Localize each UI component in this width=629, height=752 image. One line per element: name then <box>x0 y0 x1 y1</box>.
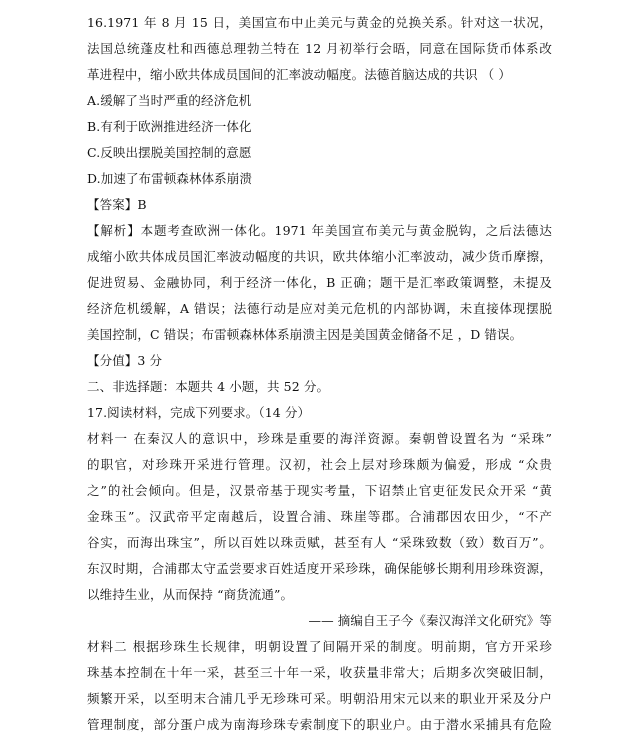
q16-stem-line-2: 法国总统蓬皮杜和西德总理勃兰特在 12 月初举行会晤，同意在国际货币体系改 <box>87 41 552 56</box>
q16-analysis-line-2: 成缩小欧共体成员国汇率波动幅度的共识，欧共体缩小汇率波动，减少货币摩擦， <box>87 249 552 264</box>
q16-stem-line-1: 16.1971 年 8 月 15 日，美国宣布中止美元与黄金的兑换关系。针对这一状况， <box>87 15 552 30</box>
q16-option-c: C.反映出摆脱美国控制的意愿 <box>87 145 252 160</box>
q17-material-2-line-1: 材料二 根据珍珠生长规律，明朝设置了间隔开采的制度。明前期，官方开采珍 <box>87 639 552 654</box>
q17-material-2-line-4: 管理制度，部分蛋户成为南海珍珠专索制度下的职业户。由于潜水采捕具有危险 <box>87 717 552 732</box>
q17-material-1-line-6: 东汉时期，合浦郡太守孟尝要求百姓适度开采珍珠，确保能够长期利用珍珠资源， <box>87 561 552 576</box>
q16-option-a: A.缓解了当时严重的经济危机 <box>87 93 252 108</box>
q17-material-1-source: —— 摘编自王子今《秦汉海洋文化研究》等 <box>308 613 552 628</box>
q17-material-2-line-3: 频繁开采，以至明末合浦几乎无珍珠可采。明朝沿用宋元以来的职业开采及分户 <box>87 691 552 706</box>
q17-stem: 17.阅读材料，完成下列要求。（14 分） <box>87 405 311 420</box>
q16-analysis-line-4: 经济危机缓解，A 错误；法德行动是应对美元危机的内部协调，未直接体现摆脱 <box>87 301 552 316</box>
q17-material-2-line-2: 珠基本控制在十年一采，甚至三十年一采，收获量非常大；后期多次突破旧制， <box>87 665 552 680</box>
q17-material-1-line-2: 的职官，对珍珠开采进行管理。汉初，社会上层对珍珠颇为偏爱，形成 “众贵 <box>87 457 552 472</box>
q16-option-d: D.加速了布雷顿森林体系崩溃 <box>87 171 252 186</box>
q17-material-1-line-3: 之”的社会倾向。但是，汉景帝基于现实考量，下诏禁止官吏征发民众开采 “黄 <box>87 483 552 498</box>
q16-option-b: B.有利于欧洲推进经济一体化 <box>87 119 252 134</box>
q17-material-1-line-7: 以维持生业，从而保持 “商货流通”。 <box>87 587 294 602</box>
q17-material-1-line-4: 金珠玉”。汉武帝平定南越后，设置合浦、珠崖等郡。合浦郡因农田少，“不产 <box>87 509 552 524</box>
q16-score: 【分值】3 分 <box>87 353 163 368</box>
q17-material-1-line-1: 材料一 在秦汉人的意识中，珍珠是重要的海洋资源。秦朝曾设置名为 “采珠” <box>87 431 552 446</box>
section-2-heading: 二、非选择题：本题共 4 小题，共 52 分。 <box>87 379 330 394</box>
q17-material-1-line-5: 谷实，而海出珠宝”，所以百姓以珠贡赋，甚至有人 “采珠致数（致）数百万”。 <box>87 535 552 550</box>
q16-analysis-line-3: 促进贸易、金融协同，利于经济一体化，B 正确；题干是汇率政策调整，未提及 <box>87 275 552 290</box>
q16-analysis-line-5: 美国控制，C 错误；布雷顿森林体系崩溃主因是美国黄金储备不足 ，D 错误。 <box>87 327 523 342</box>
q16-answer: 【答案】B <box>87 197 147 212</box>
q16-stem-line-3: 革进程中，缩小欧共体成员国间的汇率波动幅度。法德首脑达成的共识 （ ） <box>87 67 511 82</box>
q16-analysis-line-1: 【解析】本题考查欧洲一体化。1971 年美国宣布美元与黄金脱钩，之后法德达 <box>87 223 552 238</box>
